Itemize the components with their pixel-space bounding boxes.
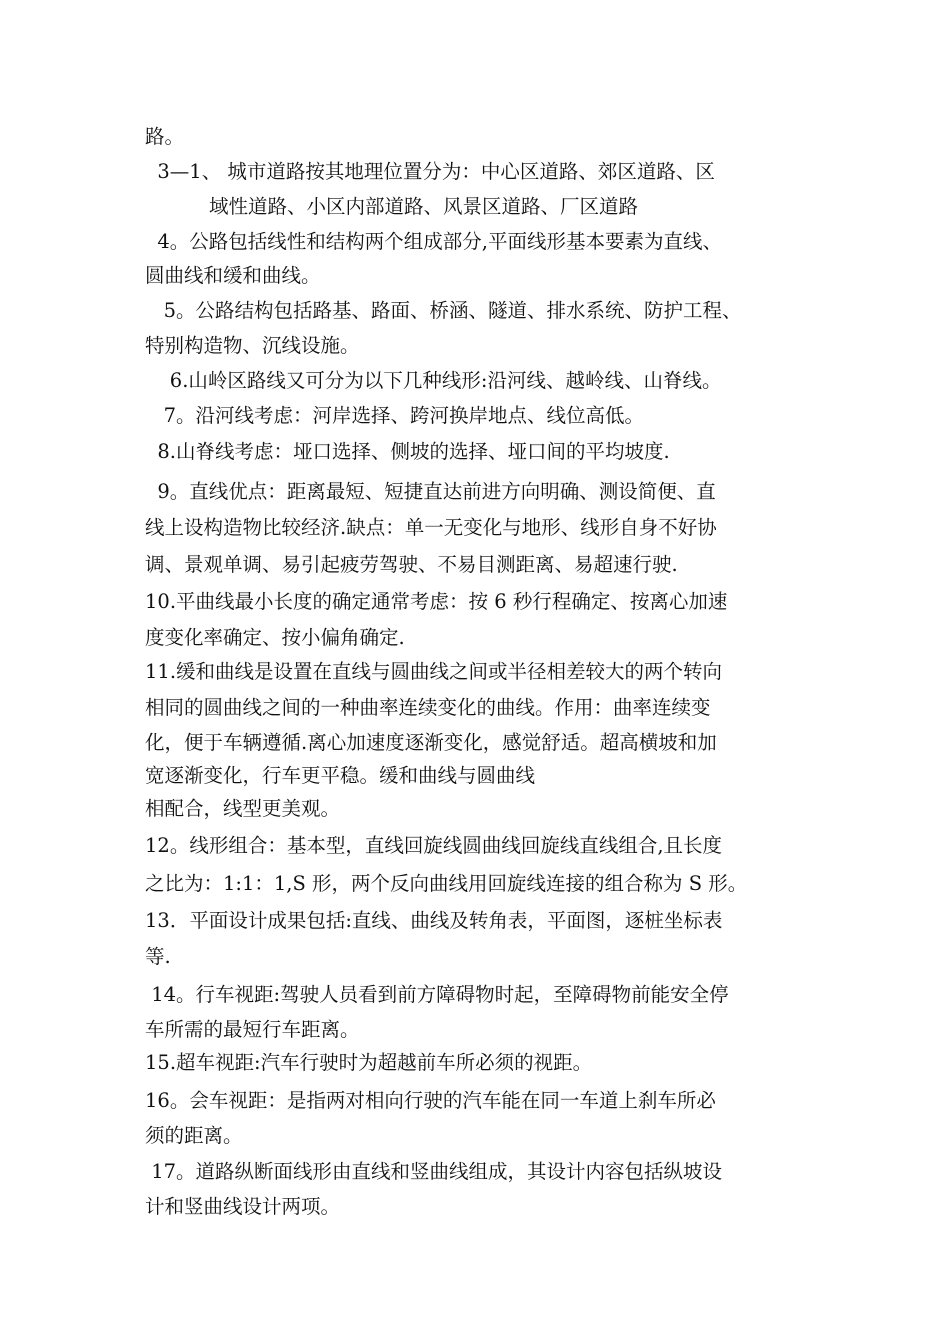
text-line: 圆曲线和缓和曲线。 (145, 264, 321, 287)
text-line: 调、景观单调、易引起疲劳驾驶、不易目测距离、易超速行驶. (145, 553, 678, 576)
text-line: 计和竖曲线设计两项。 (145, 1195, 341, 1218)
text-line: 13．平面设计成果包括:直线、曲线及转角表，平面图，逐桩坐标表 (145, 909, 723, 932)
text-line: 8.山脊线考虑：垭口选择、侧坡的选择、垭口间的平均坡度. (145, 440, 670, 463)
text-line: 3—1、 城市道路按其地理位置分为：中心区道路、郊区道路、区 (145, 160, 715, 183)
text-line: 相配合，线型更美观。 (145, 797, 341, 820)
text-line: 之比为：1:1：1,S 形，两个反向曲线用回旋线连接的组合称为 S 形。 (145, 872, 748, 895)
text-line: 等. (145, 945, 171, 968)
text-line: 度变化率确定、按小偏角确定. (145, 626, 405, 649)
text-line: 须的距离。 (145, 1124, 243, 1147)
text-line: 6.山岭区路线又可分为以下几种线形:沿河线、越岭线、山脊线。 (145, 369, 722, 392)
text-line: 相同的圆曲线之间的一种曲率连续变化的曲线。作用：曲率连续变 (145, 696, 711, 719)
text-line: 14。行车视距:驾驶人员看到前方障碍物时起，至障碍物前能安全停 (145, 983, 729, 1006)
text-line: 5。公路结构包括路基、路面、桥涵、隧道、排水系统、防护工程、 (145, 299, 742, 322)
text-line: 4。公路包括线性和结构两个组成部分,平面线形基本要素为直线、 (145, 230, 723, 253)
text-line: 域性道路、小区内部道路、风景区道路、厂区道路 (209, 195, 639, 218)
text-line: 宽逐渐变化，行车更平稳。缓和曲线与圆曲线 (145, 764, 536, 787)
text-line: 15.超车视距:汽车行驶时为超越前车所必须的视距。 (145, 1051, 593, 1074)
text-line: 化，便于车辆遵循.离心加速度逐渐变化，感觉舒适。超高横坡和加 (145, 731, 717, 754)
text-line: 特别构造物、沉线设施。 (145, 334, 360, 357)
text-line: 9。直线优点：距离最短、短捷直达前进方向明确、测设简便、直 (145, 480, 716, 503)
text-line: 16。会车视距：是指两对相向行驶的汽车能在同一车道上刹车所必 (145, 1089, 716, 1112)
text-line: 线上设构造物比较经济.缺点：单一无变化与地形、线形自身不好协 (145, 516, 717, 539)
text-line: 路。 (145, 125, 185, 148)
text-line: 7。沿河线考虑：河岸选择、跨河换岸地点、线位高低。 (145, 404, 645, 427)
text-line: 车所需的最短行车距离。 (145, 1018, 360, 1041)
text-line: 11.缓和曲线是设置在直线与圆曲线之间或半径相差较大的两个转向 (145, 660, 723, 683)
text-line: 10.平曲线最小长度的确定通常考虑：按 6 秒行程确定、按离心加速 (145, 590, 728, 613)
text-line: 12。线形组合：基本型，直线回旋线圆曲线回旋线直线组合,且长度 (145, 834, 723, 857)
text-line: 17。道路纵断面线形由直线和竖曲线组成，其设计内容包括纵坡设 (145, 1160, 723, 1183)
